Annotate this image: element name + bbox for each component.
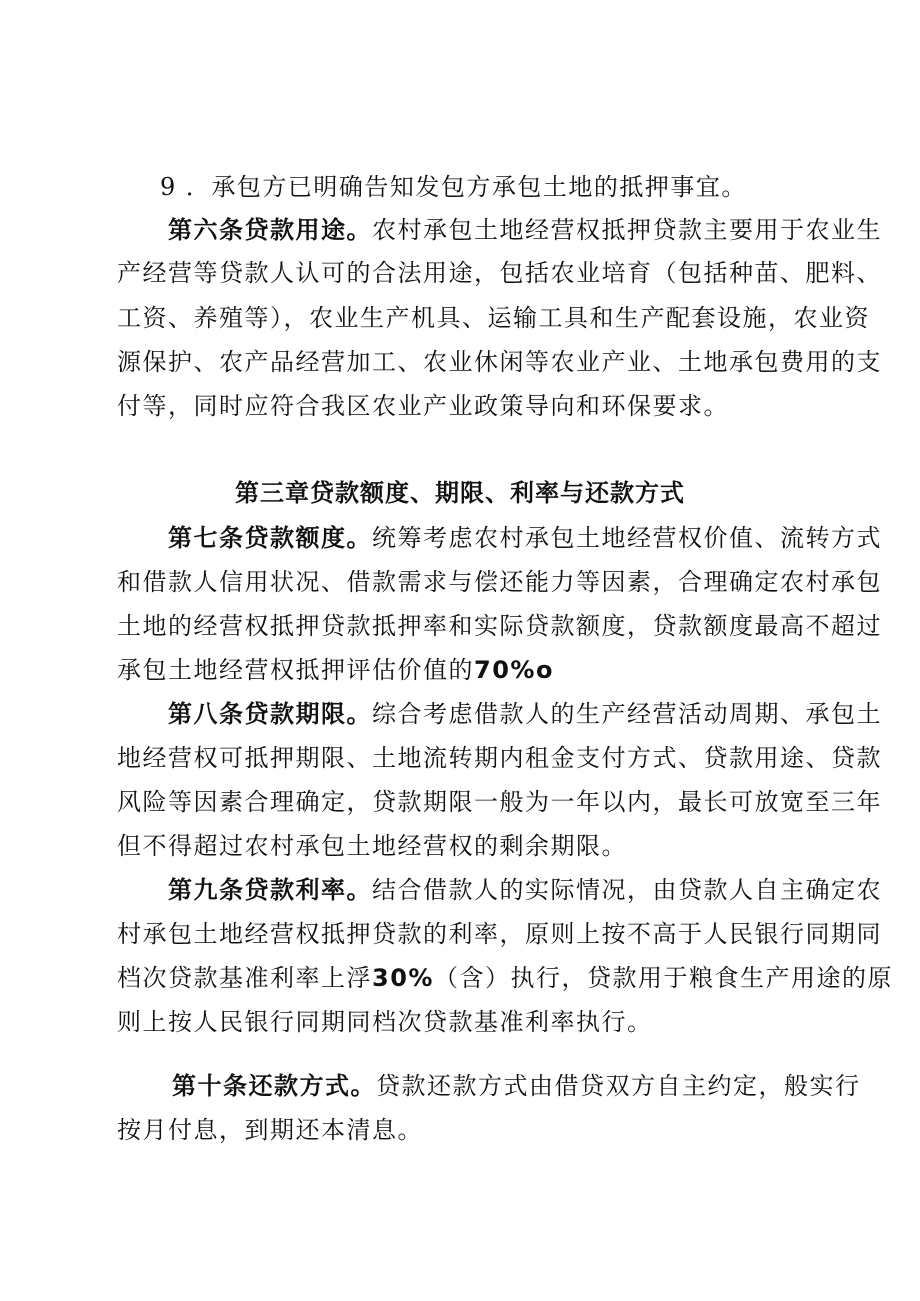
article-7-text-end: 承包土地经营权抵押评估价值的 xyxy=(117,656,474,684)
article-8-line-4: 但不得超过农村承包土地经营权的剩余期限。 xyxy=(117,832,627,860)
article-7-line-1 xyxy=(168,523,882,553)
article-10-line-2: 按月付息，到期还本清息。 xyxy=(117,1116,423,1144)
article-7-text: 统筹考虑农村承包土地经营权价值、流转方式 xyxy=(372,524,882,552)
article-7-percentage: 70%o xyxy=(474,656,554,684)
article-10-title: 第十条还款方式。 xyxy=(172,1072,376,1100)
article-8-title: 第八条贷款期限。 xyxy=(168,700,372,728)
article-9-title: 第九条贷款利率。 xyxy=(168,876,372,904)
article-7-line-2: 和借款人信用状况、借款需求与偿还能力等因素，合理确定农村承包 xyxy=(117,568,882,596)
chapter-3-heading: 第三章贷款额度、期限、利率与还款方式 xyxy=(235,479,685,507)
article-7-line-3: 土地的经营权抵押贷款抵押率和实际贷款额度，贷款额度最高不超过 xyxy=(117,612,882,640)
article-9-text: 结合借款人的实际情况，由贷款人自主确定农 xyxy=(372,876,882,904)
item-9-text: 9 ．承包方已明确告知发包方承包土地的抵押事宜。 xyxy=(160,173,747,201)
article-10-line-1 xyxy=(172,1071,861,1101)
article-8-line-3: 风险等因素合理确定，贷款期限一般为一年以内，最长可放宽至三年 xyxy=(117,788,882,816)
article-10-text: 贷款还款方式由借贷双方自主约定，般实行 xyxy=(376,1072,861,1100)
article-9-text-a: 档次贷款基准利率上浮 xyxy=(117,964,372,992)
article-8-text: 综合考虑借款人的生产经营活动周期、承包土 xyxy=(372,700,882,728)
article-7-title: 第七条贷款额度。 xyxy=(168,524,372,552)
article-9-line-1 xyxy=(168,875,882,905)
article-8-line-2: 地经营权可抵押期限、土地流转期内租金支付方式、贷款用途、贷款 xyxy=(117,744,882,772)
article-9-text-b: （含）执行，贷款用于粮食生产用途的原 xyxy=(433,964,893,992)
article-9-line-3 xyxy=(117,963,893,993)
article-6-line-4: 源保护、农产品经营加工、农业休闲等农业产业、土地承包费用的支 xyxy=(117,348,882,376)
article-6-line-3: 工资、养殖等），农业生产机具、运输工具和生产配套设施，农业资 xyxy=(117,304,870,332)
article-6-text: 农村承包土地经营权抵押贷款主要用于农业生 xyxy=(372,216,882,244)
article-6-line-5: 付等，同时应符合我区农业产业政策导向和环保要求。 xyxy=(117,392,729,420)
article-6-line-2: 产经营等贷款人认可的合法用途，包括农业培育（包括种苗、肥料、 xyxy=(117,259,882,287)
article-7-line-4 xyxy=(117,655,554,685)
article-9-percentage: 30% xyxy=(372,964,434,992)
article-9-line-2: 村承包土地经营权抵押贷款的利率，原则上按不高于人民银行同期同 xyxy=(117,920,882,948)
article-8-line-1 xyxy=(168,699,882,729)
article-9-line-4: 则上按人民银行同期同档次贷款基准利率执行。 xyxy=(117,1008,653,1036)
article-6-title: 第六条贷款用途。 xyxy=(168,216,372,244)
article-6-line-1 xyxy=(168,215,882,245)
